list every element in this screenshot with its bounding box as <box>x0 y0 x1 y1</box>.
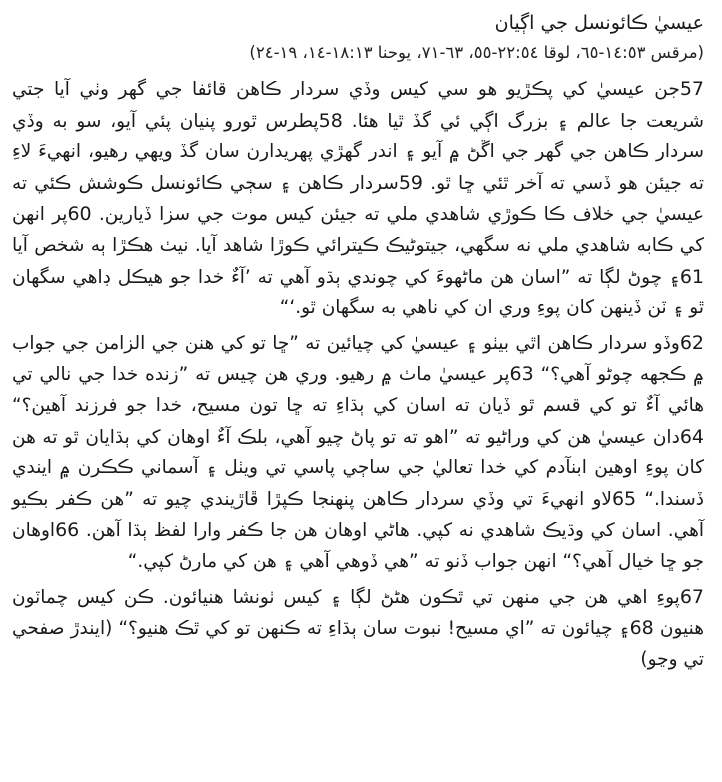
verse-text: پوءِ اهي هن جي منهن تي ٿڪون هڻڻ لڳا ۽ کيس ٺونشا هنيائون. ڪن کيس چماٽون هنيون <box>12 586 704 640</box>
verse-number: 60 <box>67 203 92 226</box>
paragraph <box>12 74 704 324</box>
verse <box>12 618 704 670</box>
verse-text: وڏو سردار ڪاهن اٿي بيٺو ۽ عيسيٰ کي چيائين ته ”ڇا تو کي هنن جي الزامن جي جواب ۾ ڪجهه چوڻو آهي؟“ <box>12 332 704 386</box>
cross-references: (مرقس ١٤:٥٣-٦٥، لوقا ٢٢:٥٤-٥٥، ٦٣-٧١، يوحنا ١٨:١٣-١٤، ١٩-٢٤) <box>249 43 704 62</box>
verse-number: 63 <box>509 363 534 386</box>
paragraph <box>12 582 704 676</box>
verse <box>12 489 704 542</box>
verse-number: 61 <box>679 265 704 288</box>
verse-number: 68 <box>629 617 654 640</box>
verse-text: پطرس ٿورو پنيان پئي آيو، سو به وڏي سردار ڪاهن جي گهر جي اڱڻ ۾ آيو ۽ اندر گهڙي پهريدارن سان گڏ ويهي رهيو، انهيءَ لاءِ ته جيئن هو ڏسي ته آخر ٿئي ڇا ٿو. <box>12 110 704 194</box>
verse-text: پر عيسيٰ ماٺ ۾ رهيو. وري هن چيس ته ”زنده خدا جي نالي تي هائي آءٌ تو کي قسم ٿو ڏيان ته اسان کي ٻڌاءِ ته ڇا تون مسيح، خدا جو فرزند آهين؟“ <box>12 364 704 416</box>
section-title: عيسيٰ ڪائونسل جي اڳيان <box>494 12 704 34</box>
verse-number: 58 <box>318 109 343 132</box>
verse-number: 66 <box>55 519 80 542</box>
verse-text: ۽ چوڻ لڳا ته ”اسان هن ماڻهوءَ کي چوندي ٻڌو آهي ته ’آءٌ خدا جو هيڪل ڊاهي سگهان ٿو ۽ ٽن ڏينهن کان پوءِ وري ان کي ناهي به سگهان ٿو.‘“ <box>12 266 704 319</box>
verse-text: سردار ڪاهن ۽ سڄي ڪائونسل ڪوشش ڪئي ته عيسيٰ جي خلاف ڪا ڪوڙي شاهدي ملي ته جيئن کيس موت جي سزا ڏيارين. <box>12 172 705 226</box>
verse-number: 62 <box>679 331 704 354</box>
verse-text: اوهان جو ڇا خيال آهي؟“ انهن جواب ڏنو ته ”هي ڏوهي آهي ۽ هن کي مارڻ کپي.“ <box>12 520 704 572</box>
paragraph <box>12 328 704 578</box>
verse-number: 59 <box>398 171 423 194</box>
verse-text: لاو انهيءَ تي وڏي سردار ڪاهن پنهنجا ڪپڙا ڦاڙيندي چيو ته ”هن ڪفر بڪيو آهي. اسان کي وڌيڪ شاهدي نه کپي. هاڻي اوهان هن جا ڪفر وارا لفظ ٻڌا آهن. <box>12 488 704 542</box>
verse-text: ۽ چيائون ته ”اي مسيح! نبوت سان ٻڌاءِ ته ڪنهن تو کي ٿڪ هنيو؟“ (ايندڙ صفحي تي وڃو) <box>12 618 704 670</box>
verse-number: 67 <box>679 585 704 608</box>
verse-text: پر انهن کي ڪابه شاهدي ملي نه سگهي، جيتوڻيڪ ڪيترائي ڪوڙا شاهد آيا. نيٺ هڪڙا ٻه شخص آيا <box>12 204 704 256</box>
verse-number: 65 <box>611 487 637 510</box>
verse <box>12 267 704 319</box>
verse-text: دان عيسيٰ هن کي وراڻيو ته ”اهو ته تو پاڻ چيو آهي، بلڪ آءٌ اوهان کي ٻڌايان ٿو ته هن کان پوءِ اوهين ابنآدم کي خدا تعاليٰ جي ساڄي پاسي تي ويٺل ۽ آسماني ڪڪرن ۾ ايندي ڏسندا.“ <box>12 426 704 510</box>
verse-number: 57 <box>679 78 704 100</box>
verse-text: جن عيسيٰ کي پڪڙيو هو سي کيس وڏي سردار ڪاهن قائفا جي گهر وٺي آيا جتي شريعت جا عالم ۽ بزرگ اڳي ئي گڏ ٿيا هئا. <box>12 79 705 132</box>
verse-number: 64 <box>679 425 704 448</box>
